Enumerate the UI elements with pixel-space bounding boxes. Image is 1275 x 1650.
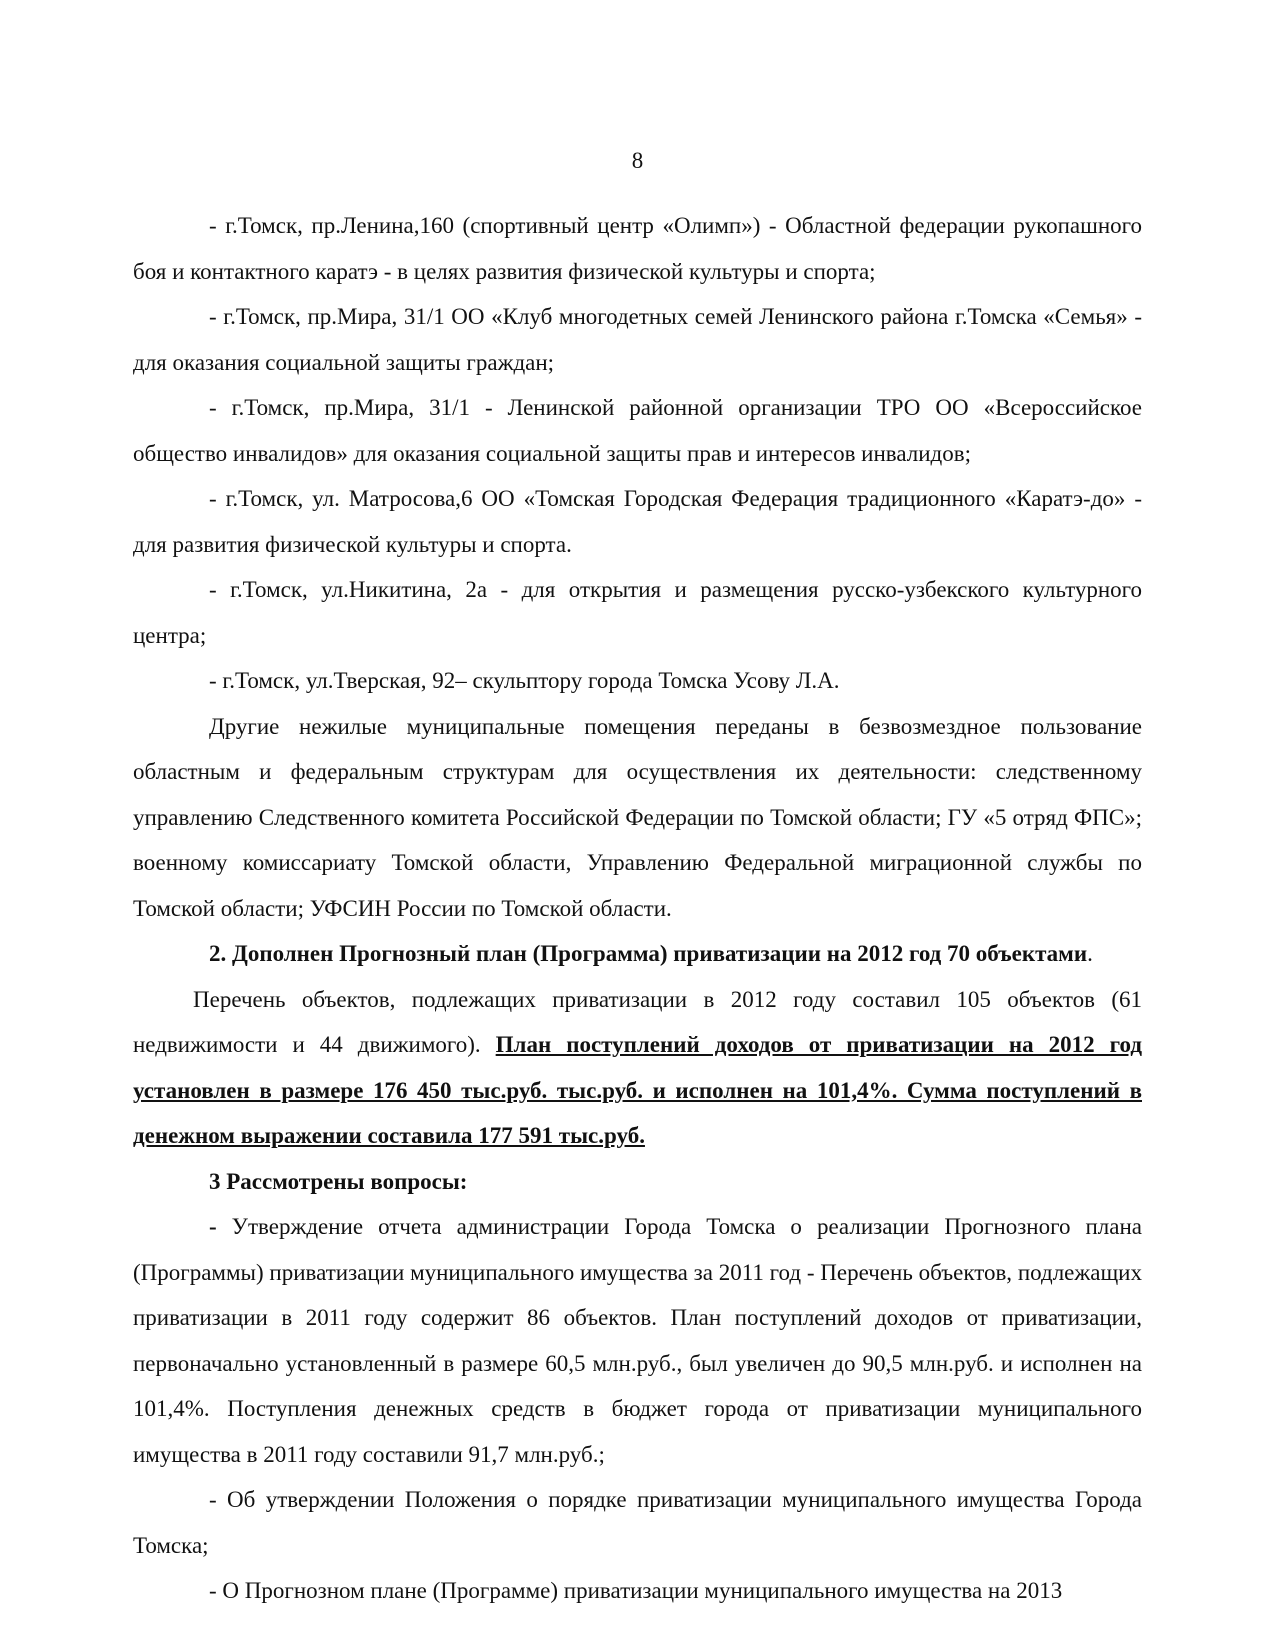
paragraph-tverskaya: - г.Томск, ул.Тверская, 92– скульптору города Томска Усову Л.А.: [209, 668, 840, 693]
paragraph-report-2011: [133, 1204, 1142, 1477]
income-plan-highlight: План поступлений доходов от приватизации на 2012 год установлен в размере 176 450 тыс.руб. тыс.руб. и исполнен на 101,4%. Сумма поступлений в денежном выражении составила 177 591 тыс.руб.: [133, 1032, 1142, 1148]
paragraph-nikitina: - г.Томск, ул.Никитина, 2а - для открытия и размещения русско-узбекского культурного центра;: [133, 577, 1142, 648]
report-2011-text: Утверждение отчета администрации Города Томска о реализации Прогнозного плана (Программы) приватизации муниципального имущества за 2011 год - Перечень объектов, подлежащих приватизации в 2011 году содержит 86 объектов. План поступлений доходов от приватизации, первоначально установленный в размере 60,5 млн.руб., был увеличен до 90,5 млн.руб. и исполнен на 101,4%. Поступления денежных средств в бюджет города от приватизации муниципального имущества в 2011 году составили 91,7 млн.руб.;: [133, 1214, 1142, 1467]
objects-list-text: Перечень объектов, подлежащих приватизации в 2012 году составил 105 объектов (61 недвижимости и 44 движимого).: [133, 986, 1142, 1057]
report-2011-dash: -: [209, 1214, 232, 1239]
section-2-tail: .: [1087, 941, 1093, 966]
paragraph-forecast-2013: - О Прогнозном плане (Программе) приватизации муниципального имущества на 2013: [209, 1578, 1063, 1603]
paragraph-invalids: - г.Томск, пр.Мира, 31/1 - Ленинской районной организации ТРО ОО «Всероссийское общество инвалидов» для оказания социальной защиты прав и интересов инвалидов;: [133, 395, 1142, 466]
paragraph-semya: - г.Томск, пр.Мира, 31/1 ОО «Клуб многодетных семей Ленинского района г.Томска «Семья» - для оказания социальной защиты граждан;: [133, 304, 1142, 375]
document-body: [133, 203, 1142, 1614]
paragraph-section-2: [133, 931, 1142, 977]
paragraph-olimp: - г.Томск, пр.Ленина,160 (спортивный центр «Олимп») - Областной федерации рукопашного боя и контактного каратэ - в целях развития физической культуры и спорта;: [133, 213, 1142, 284]
paragraph-regulation: - Об утверждении Положения о порядке приватизации муниципального имущества Города Томска;: [133, 1487, 1142, 1558]
section-2-heading: 2. Дополнен Прогнозный план (Программа) приватизации на 2012 год 70 объектами: [209, 941, 1088, 966]
paragraph-karate: - г.Томск, ул. Матросова,6 ОО «Томская Городская Федерация традиционного «Каратэ-до» - для развития физической культуры и спорта.: [133, 486, 1142, 557]
section-3-heading: 3 Рассмотрены вопросы:: [209, 1168, 468, 1194]
paragraph-objects-list: [133, 977, 1142, 1159]
paragraph-other-premises: Другие нежилые муниципальные помещения переданы в безвозмездное пользование областным и федеральным структурам для осуществления их деятельности: следственному управлению Следственного комитета Российской Федерации по Томской области; ГУ «5 отряд ФПС»; военному комиссариату Томской области, Управлению Федеральной миграционной службы по Томской области; УФСИН России по Томской области.: [133, 713, 1142, 921]
page-number: 8: [631, 148, 644, 173]
